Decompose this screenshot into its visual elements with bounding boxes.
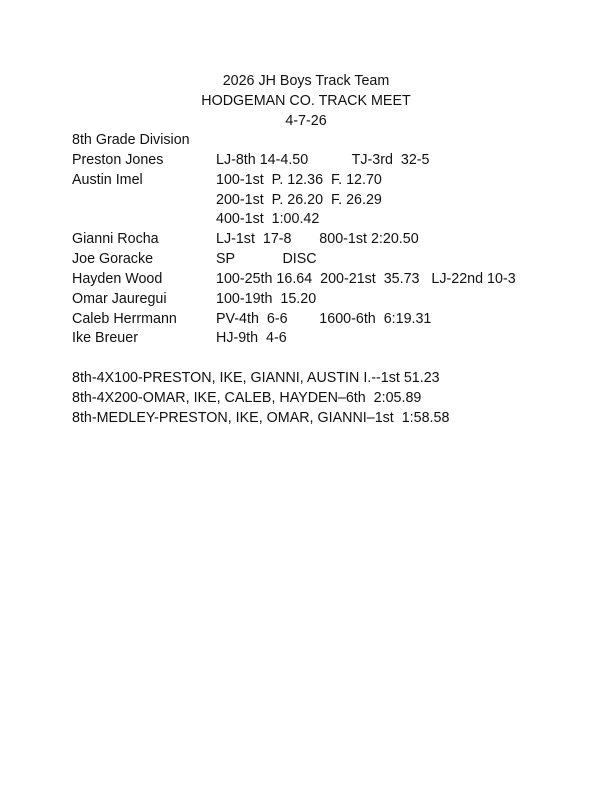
division-heading: 8th Grade Division	[72, 132, 190, 148]
athlete-name: Preston Jones	[72, 152, 164, 168]
athlete-name: Caleb Herrmann	[72, 311, 177, 327]
athlete-name: Hayden Wood	[72, 271, 163, 287]
athlete-name: Gianni Rocha	[72, 231, 159, 247]
athlete-name: Omar Jauregui	[72, 291, 167, 307]
athlete-result: 100-19th 15.20	[216, 291, 317, 307]
relay-result: 8th-4X100-PRESTON, IKE, GIANNI, AUSTIN I.--1st 51.23	[72, 370, 440, 386]
athlete-name: Ike Breuer	[72, 330, 138, 346]
athlete-result: HJ-9th 4-6	[216, 330, 287, 346]
athlete-result: LJ-1st 17-8 800-1st 2:20.50	[216, 231, 419, 247]
athlete-result: 100-25th 16.64 200-21st 35.73 LJ-22nd 10-3	[216, 271, 516, 287]
athlete-result: 400-1st 1:00.42	[216, 211, 320, 227]
doc-title: 2026 JH Boys Track Team	[222, 73, 390, 89]
athlete-result: 100-1st P. 12.36 F. 12.70	[216, 172, 382, 188]
athlete-name: Austin Imel	[72, 172, 143, 188]
meet-name: HODGEMAN CO. TRACK MEET	[201, 93, 411, 109]
athlete-result: 200-1st P. 26.20 F. 26.29	[216, 192, 382, 208]
athlete-result: PV-4th 6-6 1600-6th 6:19.31	[216, 311, 432, 327]
relay-result: 8th-4X200-OMAR, IKE, CALEB, HAYDEN–6th 2:05.89	[72, 390, 422, 406]
athlete-result: LJ-8th 14-4.50 TJ-3rd 32-5	[216, 152, 430, 168]
athlete-name: Joe Goracke	[72, 251, 154, 267]
athlete-result: SP DISC	[216, 251, 317, 267]
meet-date: 4-7-26	[285, 113, 327, 129]
relay-result: 8th-MEDLEY-PRESTON, IKE, OMAR, GIANNI–1st 1:58.58	[72, 410, 450, 426]
